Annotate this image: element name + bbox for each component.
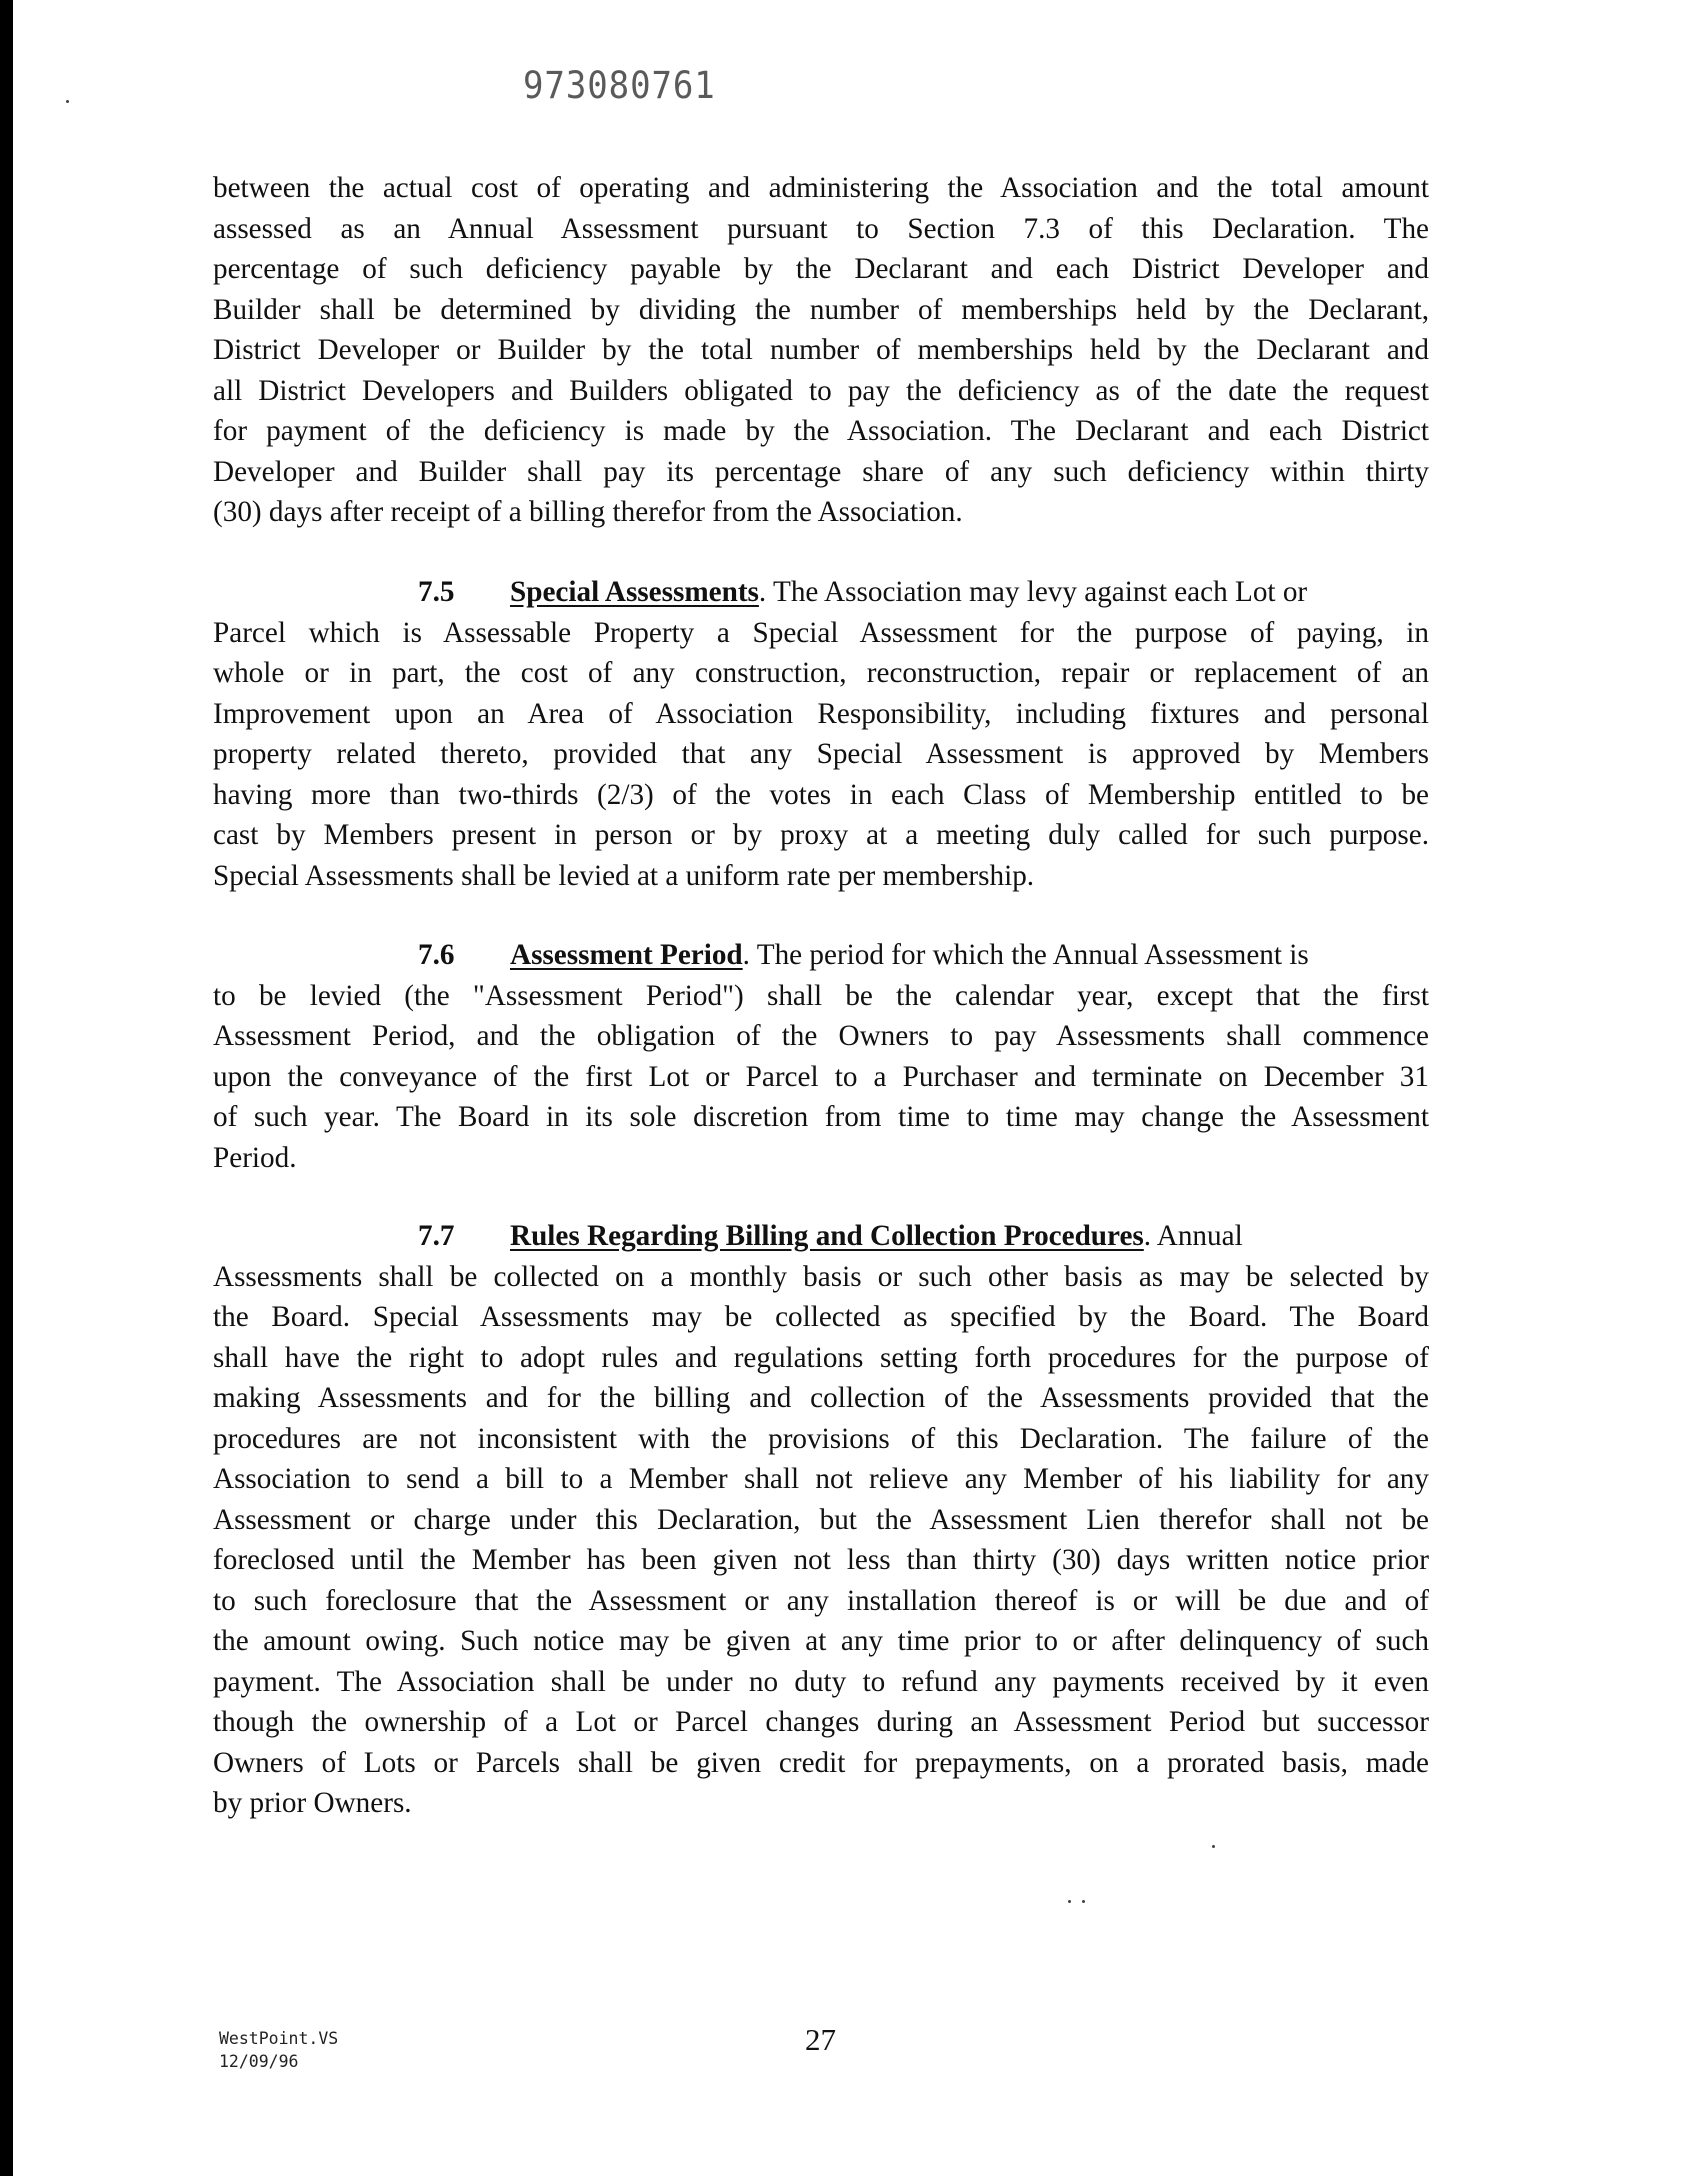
text-line: to such foreclosure that the Assessment or any installation thereof is or will be due and of [213,1584,1429,1617]
text-line: Owners of Lots or Parcels shall be given credit for prepayments, on a prorated basis, made [213,1746,1429,1779]
section-7-7 [213,1216,1429,1824]
text-line: Association to send a bill to a Member shall not relieve any Member of his liability for any [213,1463,1429,1495]
text-line: all District Developers and Builders obligated to pay the deficiency as of the date the request [213,374,1429,407]
text-line: Period. [213,1141,297,1174]
scan-edge-bar [0,0,13,2176]
text-line: Assessment or charge under this Declaration, but the Assessment Lien therefor shall not be [213,1503,1429,1536]
footer-filename: WestPoint.VS [219,2029,339,2048]
section-title: Special Assessments [510,576,759,608]
text-line: (30) days after receipt of a billing therefor from the Association. [213,496,963,528]
scan-speck [1082,1900,1085,1903]
text-line: District Developer or Builder by the total number of memberships held by the Declarant and [213,334,1429,366]
text-line: upon the conveyance of the first Lot or Parcel to a Purchaser and terminate on December 31 [213,1060,1429,1093]
text-line: to be levied (the "Assessment Period") shall be the calendar year, except that the first [213,979,1429,1012]
text-line: Builder shall be determined by dividing the number of memberships held by the Declarant, [213,293,1429,326]
text-line: property related thereto, provided that any Special Assessment is approved by Members [213,738,1429,770]
text-line: cast by Members present in person or by proxy at a meeting duly called for such purpose. [213,819,1429,851]
section-lead-text: . The period for which the Annual Assessment is [742,939,1309,971]
section-number: 7.7 [418,1220,455,1252]
scan-speck [1068,1900,1071,1903]
footer-date: 12/09/96 [219,2052,299,2071]
text-line: between the actual cost of operating and administering the Association and the total amount [213,172,1429,204]
text-line: Parcel which is Assessable Property a Special Assessment for the purpose of paying, in [213,616,1429,649]
text-line: whole or in part, the cost of any construction, reconstruction, repair or replacement of an [213,657,1429,689]
section-heading-line [213,572,1429,613]
section-title: Assessment Period [510,939,743,971]
text-line: having more than two-thirds (2/3) of the votes in each Class of Membership entitled to be [213,778,1429,811]
scan-speck [1212,1845,1215,1848]
text-line: Special Assessments shall be levied at a uniform rate per membership. [213,859,1035,892]
text-line: though the ownership of a Lot or Parcel changes during an Assessment Period but successor [213,1706,1429,1738]
text-line: the amount owing. Such notice may be given at any time prior to or after delinquency of such [213,1625,1429,1657]
text-line: assessed as an Annual Assessment pursuant to Section 7.3 of this Declaration. The [213,212,1429,245]
text-line: making Assessments and for the billing and collection of the Assessments provided that the [213,1382,1429,1414]
text-line: percentage of such deficiency payable by the Declarant and each District Developer and [213,253,1429,285]
text-line: by prior Owners. [213,1787,412,1819]
section-number: 7.5 [418,576,455,608]
section-heading-line [213,935,1429,976]
text-line: payment. The Association shall be under no duty to refund any payments received by it even [213,1665,1429,1698]
text-line: procedures are not inconsistent with the provisions of this Declaration. The failure of the [213,1422,1429,1455]
footer-file-info [219,2027,338,2073]
section-lead-text: . Annual [1143,1220,1243,1252]
text-line: Developer and Builder shall pay its percentage share of any such deficiency within thirty [213,455,1429,488]
section-lead-text: . The Association may levy against each Lot or [758,576,1308,608]
text-line: Assessments shall be collected on a monthly basis or such other basis as may be selected by [213,1260,1429,1293]
text-line: the Board. Special Assessments may be collected as specified by the Board. The Board [213,1301,1429,1333]
text-line: Improvement upon an Area of Association Responsibility, including fixtures and personal [213,697,1429,730]
page-number: 27 [805,2022,836,2057]
document-stamp: 973080761 [523,64,716,107]
text-line: Assessment Period, and the obligation of the Owners to pay Assessments shall commence [213,1020,1429,1052]
section-title: Rules Regarding Billing and Collection Procedures [510,1220,1144,1252]
text-line: of such year. The Board in its sole discretion from time to time may change the Assessment [213,1101,1429,1133]
section-number: 7.6 [418,939,455,971]
text-line: foreclosed until the Member has been given not less than thirty (30) days written notice prior [213,1544,1429,1576]
text-line: for payment of the deficiency is made by the Association. The Declarant and each District [213,415,1429,447]
paragraph-deficiency [213,168,1429,533]
section-7-5 [213,572,1429,896]
scan-speck [66,100,69,103]
document-page [213,0,1429,2176]
section-heading-line [213,1216,1429,1257]
section-7-6 [213,935,1429,1178]
text-line: shall have the right to adopt rules and regulations setting forth procedures for the purpose of [213,1341,1429,1374]
